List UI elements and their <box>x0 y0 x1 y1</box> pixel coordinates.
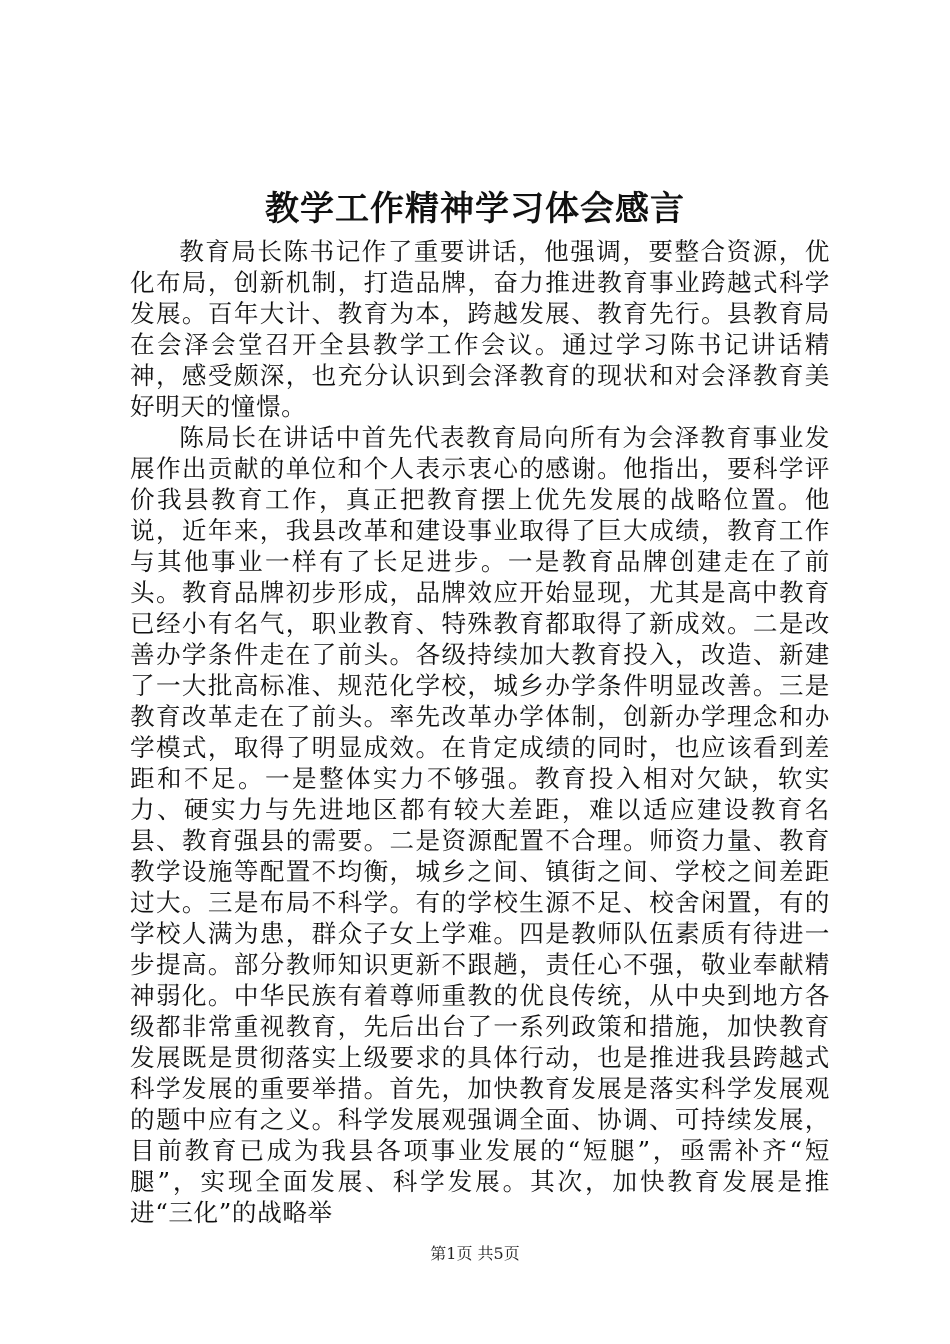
paragraph-2: 陈局长在讲话中首先代表教育局向所有为会泽教育事业发展作出贡献的单位和个人表示衷心的感谢。他指出，要科学评价我县教育工作，真正把教育摆上优先发展的战略位置。他说，近年来，我县改革和建设事业取得了巨大成绩，教育工作与其他事业一样有了长足进步。一是教育品牌创建走在了前头。教育品牌初步形成，品牌效应开始显现，尤其是高中教育已经小有名气，职业教育、特殊教育都取得了新成效。二是改善办学条件走在了前头。各级持续加大教育投入，改造、新建了一大批高标准、规范化学校，城乡办学条件明显改善。三是教育改革走在了前头。率先改革办学体制，创新办学理念和办学模式，取得了明显成效。在肯定成绩的同时，也应该看到差距和不足。一是整体实力不够强。教育投入相对欠缺，软实力、硬实力与先进地区都有较大差距，难以适应建设教育名县、教育强县的需要。二是资源配置不合理。师资力量、教育教学设施等配置不均衡，城乡之间、镇街之间、学校之间差距过大。三是布局不科学。有的学校生源不足、校舍闲置，有的学校人满为患，群众子女上学难。四是教师队伍素质有待进一步提高。部分教师知识更新不跟趟，责任心不强，敬业奉献精神弱化。中华民族有着尊师重教的优良传统，从中央到地方各级都非常重视教育，先后出台了一系列政策和措施，加快教育发展既是贯彻落实上级要求的具体行动，也是推进我县跨越式科学发展的重要举措。首先，加快教育发展是落实科学发展观的题中应有之义。科学发展观强调全面、协调、可持续发展，目前教育已成为我县各项事业发展的“短腿”，亟需补齐“短腿”，实现全面发展、科学发展。其次，加快教育发展是推进“三化”的战略举 <box>130 423 830 1227</box>
page-number-footer: 第1页 共5页 <box>430 1244 520 1263</box>
document-body <box>130 236 830 1228</box>
page-title: 教学工作精神学习体会感言 <box>265 189 685 229</box>
paragraph-1: 教育局长陈书记作了重要讲话，他强调，要整合资源，优化布局，创新机制，打造品牌，奋力推进教育事业跨越式科学发展。百年大计、教育为本，跨越发展、教育先行。县教育局在会泽会堂召开全县教学工作会议。通过学习陈书记讲话精神，感受颇深，也充分认识到会泽教育的现状和对会泽教育美好明天的憧憬。 <box>130 237 830 421</box>
